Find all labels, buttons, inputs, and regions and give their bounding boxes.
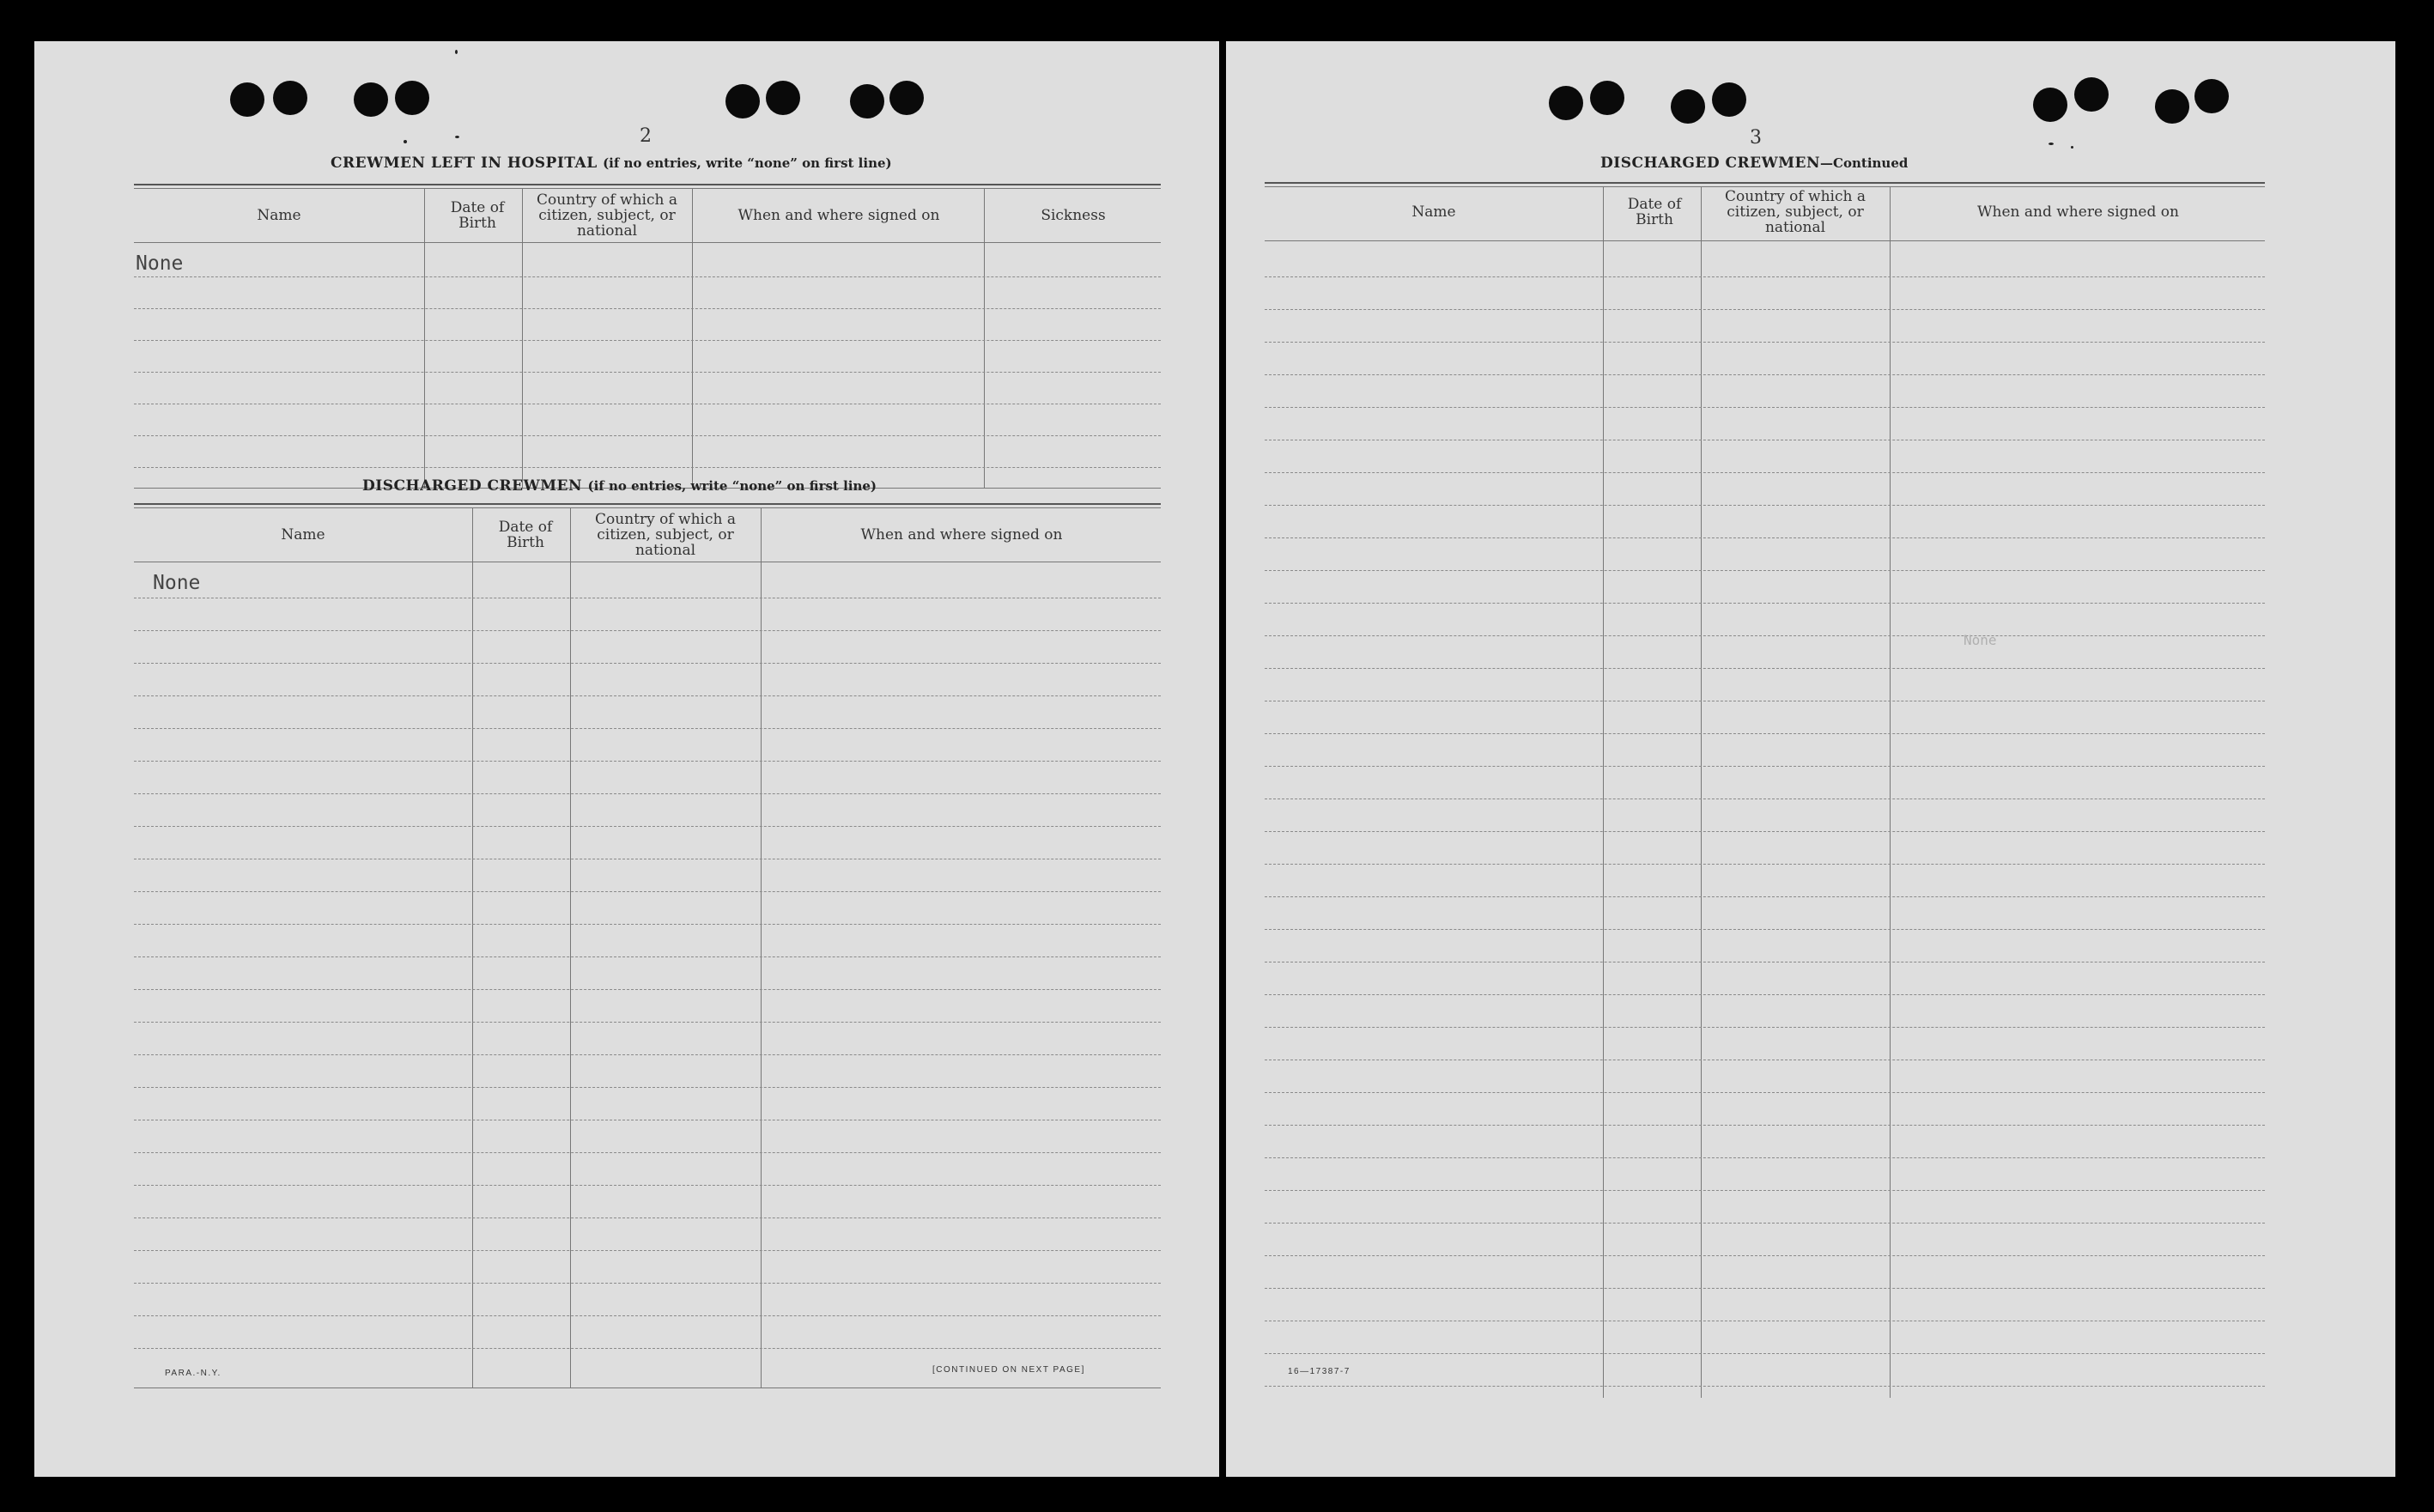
table-row-line bbox=[134, 891, 1161, 892]
discharged-section-title bbox=[362, 477, 877, 495]
table-row-line bbox=[1265, 635, 2265, 636]
table-row-line bbox=[1265, 309, 2265, 310]
table-row-line bbox=[1265, 1190, 2265, 1191]
handwritten-entry: None bbox=[136, 252, 184, 275]
continued-note: [CONTINUED ON NEXT PAGE] bbox=[932, 1365, 1085, 1375]
column-header-name: Name bbox=[257, 207, 301, 224]
section-title-text: CREWMEN LEFT IN HOSPITAL bbox=[331, 155, 598, 172]
punch-hole bbox=[1590, 81, 1624, 115]
table-top-rule bbox=[134, 188, 1161, 189]
punch-hole bbox=[1549, 86, 1583, 120]
column-divider bbox=[761, 508, 762, 1388]
table-row-line bbox=[134, 728, 1161, 729]
table-row-line bbox=[134, 1087, 1161, 1088]
table-top-rule bbox=[134, 507, 1161, 508]
table-row-line bbox=[1265, 896, 2265, 897]
table-row-line bbox=[1265, 276, 2265, 277]
column-header-date-of-birth: Date of Birth bbox=[498, 519, 553, 551]
form-number: 16—17387-7 bbox=[1288, 1367, 1351, 1376]
page-number: 3 bbox=[1750, 127, 1762, 149]
column-header-country: Country of which a citizen, subject, or national bbox=[537, 191, 677, 240]
column-divider bbox=[1890, 187, 1891, 1398]
column-divider bbox=[424, 189, 425, 488]
column-divider bbox=[1701, 187, 1702, 1398]
column-header-country: Country of which a citizen, subject, or national bbox=[1725, 188, 1866, 236]
table-row-line bbox=[134, 989, 1161, 990]
table-row-line bbox=[1265, 1255, 2265, 1256]
speck bbox=[455, 136, 459, 138]
punch-hole bbox=[889, 81, 924, 115]
punch-hole bbox=[354, 82, 388, 117]
punch-hole bbox=[273, 81, 307, 115]
table-row-line bbox=[134, 663, 1161, 664]
table-row-line bbox=[1265, 570, 2265, 571]
column-divider bbox=[522, 189, 523, 488]
handwritten-entry: None bbox=[153, 572, 201, 594]
punch-hole bbox=[230, 82, 264, 117]
speck bbox=[455, 50, 458, 54]
table-row-line bbox=[134, 793, 1161, 794]
table-row-line bbox=[1265, 603, 2265, 604]
table-row-line bbox=[134, 761, 1161, 762]
table-row-line bbox=[134, 1152, 1161, 1153]
column-divider bbox=[472, 508, 473, 1388]
table-row-line bbox=[134, 924, 1161, 925]
table-row-line bbox=[1265, 831, 2265, 832]
column-header-signed-on: When and where signed on bbox=[860, 526, 1063, 543]
table-row-line bbox=[134, 1217, 1161, 1218]
column-header-signed-on: When and where signed on bbox=[737, 207, 940, 224]
column-header-date-of-birth: Date of Birth bbox=[1627, 196, 1682, 228]
hospital-section-title bbox=[331, 155, 892, 172]
column-header-sickness: Sickness bbox=[1041, 207, 1106, 224]
hospital-table bbox=[134, 184, 1161, 495]
column-divider bbox=[1603, 187, 1604, 1398]
table-row-line bbox=[1265, 374, 2265, 375]
table-row-line bbox=[1265, 1157, 2265, 1158]
column-header-name: Name bbox=[281, 526, 325, 543]
column-header-date-of-birth: Date of Birth bbox=[450, 199, 505, 232]
faint-entry: None bbox=[1964, 632, 1997, 648]
table-top-rule bbox=[1265, 182, 2265, 184]
column-divider bbox=[692, 189, 693, 488]
punch-hole bbox=[1671, 89, 1705, 124]
punch-hole bbox=[395, 81, 429, 115]
column-header-country: Country of which a citizen, subject, or national bbox=[595, 511, 736, 559]
section-title-suffix: —Continued bbox=[1820, 155, 1909, 171]
speck bbox=[2049, 143, 2054, 145]
table-row-line bbox=[134, 276, 1161, 277]
table-row-line bbox=[134, 1054, 1161, 1055]
punch-hole bbox=[1712, 82, 1746, 117]
table-row-line bbox=[1265, 766, 2265, 767]
table-row-line bbox=[1265, 537, 2265, 538]
table-row-line bbox=[134, 1022, 1161, 1023]
page-number: 2 bbox=[640, 125, 652, 147]
table-row-line bbox=[134, 956, 1161, 957]
table-row-line bbox=[134, 1185, 1161, 1186]
table-row-line bbox=[134, 1315, 1161, 1316]
table-row-line bbox=[1265, 1223, 2265, 1224]
table-row-line bbox=[1265, 668, 2265, 669]
table-row-line bbox=[1265, 1353, 2265, 1354]
table-row-line bbox=[134, 630, 1161, 631]
table-row-line bbox=[134, 372, 1161, 373]
punch-hole bbox=[725, 84, 760, 118]
table-row-line bbox=[1265, 864, 2265, 865]
table-row-line bbox=[134, 340, 1161, 341]
table-top-rule bbox=[134, 503, 1161, 505]
column-header-name: Name bbox=[1411, 203, 1456, 221]
punch-hole bbox=[766, 81, 800, 115]
printer-imprint: PARA.-N.Y. bbox=[165, 1369, 222, 1378]
discharged-continued-title bbox=[1600, 155, 1908, 172]
speck bbox=[404, 140, 407, 143]
table-row-line bbox=[1265, 505, 2265, 506]
table-row-line bbox=[134, 1250, 1161, 1251]
table-row-line bbox=[134, 695, 1161, 696]
table-row-line bbox=[1265, 994, 2265, 995]
left-page bbox=[34, 41, 1219, 1477]
table-row-line bbox=[134, 435, 1161, 436]
table-row-line bbox=[1265, 1386, 2265, 1387]
right-page bbox=[1226, 41, 2395, 1477]
table-row-line bbox=[134, 826, 1161, 827]
speck bbox=[2071, 146, 2073, 149]
table-row-line bbox=[1265, 342, 2265, 343]
table-row-line bbox=[1265, 1027, 2265, 1028]
column-header-signed-on: When and where signed on bbox=[1977, 203, 2179, 221]
table-row-line bbox=[134, 1348, 1161, 1349]
punch-hole bbox=[2194, 79, 2229, 113]
table-row-line bbox=[1265, 407, 2265, 408]
punch-hole bbox=[2155, 89, 2189, 124]
header-bottom-rule bbox=[134, 242, 1161, 243]
table-row-line bbox=[1265, 472, 2265, 473]
table-row-line bbox=[1265, 1125, 2265, 1126]
table-row-line bbox=[1265, 929, 2265, 930]
column-divider bbox=[984, 189, 985, 488]
table-row-line bbox=[1265, 733, 2265, 734]
section-title-text: DISCHARGED CREWMEN bbox=[1600, 155, 1821, 172]
punch-hole bbox=[2074, 77, 2109, 112]
punch-hole bbox=[2033, 88, 2067, 122]
table-row-line bbox=[1265, 1288, 2265, 1289]
table-row-line bbox=[134, 467, 1161, 468]
section-instruction: (if no entries, write “none” on first line) bbox=[603, 155, 892, 171]
table-row-line bbox=[1265, 1092, 2265, 1093]
table-top-rule bbox=[134, 184, 1161, 185]
section-instruction: (if no entries, write “none” on first line) bbox=[587, 478, 877, 494]
discharged-table bbox=[134, 503, 1161, 1396]
punch-hole bbox=[850, 84, 884, 118]
column-divider bbox=[570, 508, 571, 1388]
section-title-text: DISCHARGED CREWMEN bbox=[362, 477, 583, 495]
table-row-line bbox=[134, 308, 1161, 309]
header-bottom-rule bbox=[1265, 240, 2265, 241]
table-row-line bbox=[134, 1283, 1161, 1284]
discharged-continued-table bbox=[1265, 182, 2265, 1401]
